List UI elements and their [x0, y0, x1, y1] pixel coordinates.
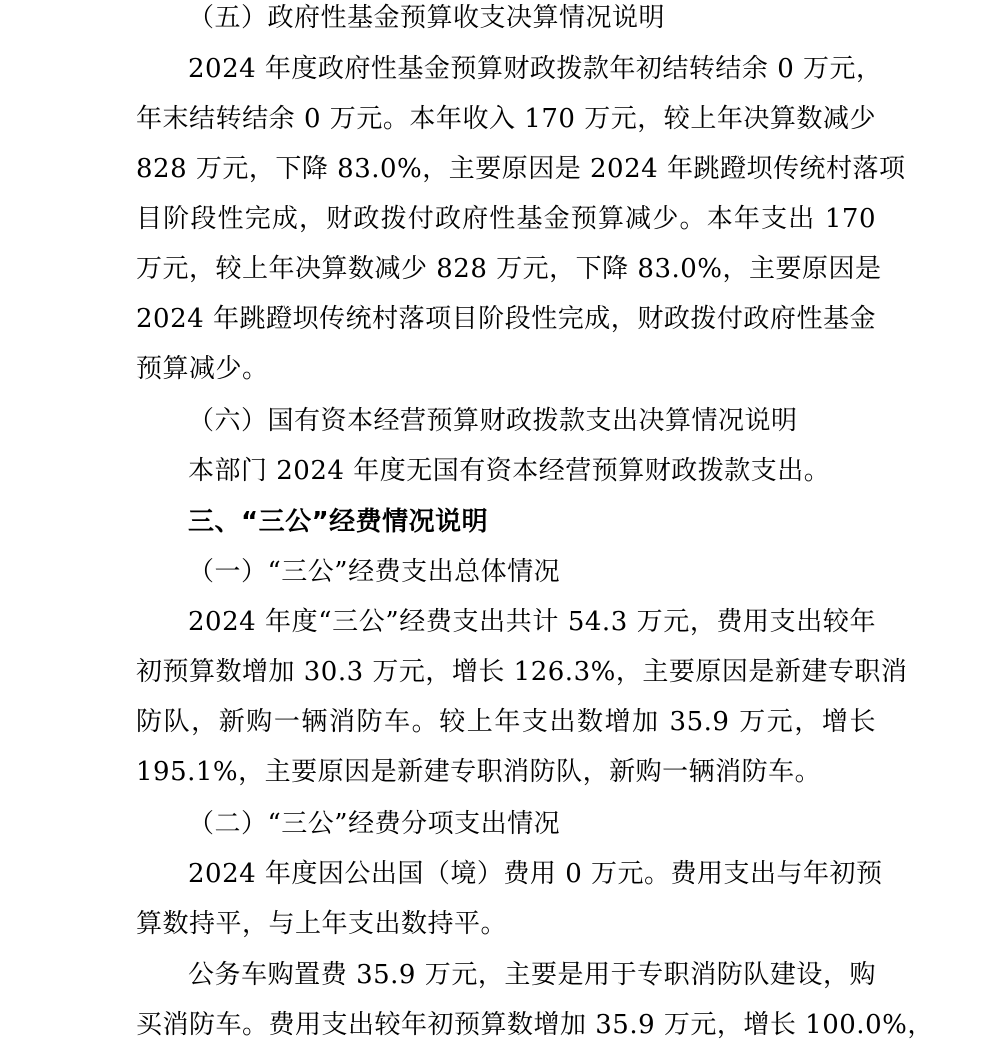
paragraph-line: 算数持平，与上年支出数持平。 [136, 909, 508, 939]
section-heading-government-fund: （五）政府性基金预算收支决算情况说明 [188, 3, 666, 33]
section-heading-state-capital: （六）国有资本经营预算财政拨款支出决算情况说明 [188, 406, 798, 436]
subheading-itemized-expenditure: （二）“三公”经费分项支出情况 [188, 809, 561, 839]
paragraph-line: 2024 年度因公出国（境）费用 0 万元。费用支出与年初预 [188, 859, 883, 889]
paragraph-line: 初预算数增加 30.3 万元，增长 126.3%，主要原因是新建专职消 [136, 657, 908, 687]
paragraph-line: 目阶段性完成，财政拨付政府性基金预算减少。本年支出 170 [136, 204, 876, 234]
paragraph-line: 防队，新购一辆消防车。较上年支出数增加 35.9 万元，增长 [136, 707, 876, 737]
paragraph-line: 公务车购置费 35.9 万元，主要是用于专职消防队建设，购 [188, 960, 876, 990]
paragraph-line: 年末结转结余 0 万元。本年收入 170 万元，较上年决算数减少 [136, 104, 876, 134]
paragraph-line: 买消防车。费用支出较年初预算数增加 35.9 万元，增长 100.0%， [136, 1010, 934, 1040]
paragraph-line: 本部门 2024 年度无国有资本经营预算财政拨款支出。 [188, 456, 831, 486]
paragraph-line: 万元，较上年决算数减少 828 万元，下降 83.0%，主要原因是 [136, 254, 882, 284]
paragraph-line: 2024 年度“三公”经费支出共计 54.3 万元，费用支出较年 [188, 607, 876, 637]
paragraph-line: 828 万元，下降 83.0%，主要原因是 2024 年跳蹬坝传统村落项 [136, 154, 906, 184]
paragraph-line: 2024 年度政府性基金预算财政拨款年初结转结余 0 万元， [188, 54, 883, 84]
subheading-total-expenditure: （一）“三公”经费支出总体情况 [188, 557, 561, 587]
paragraph-line: 预算减少。 [136, 354, 269, 384]
paragraph-line: 195.1%，主要原因是新建专职消防队，新购一辆消防车。 [136, 757, 822, 787]
paragraph-line: 2024 年跳蹬坝传统村落项目阶段性完成，财政拨付政府性基金 [136, 304, 876, 334]
section-heading-three-public-expenses: 三、“三公”经费情况说明 [188, 507, 489, 537]
